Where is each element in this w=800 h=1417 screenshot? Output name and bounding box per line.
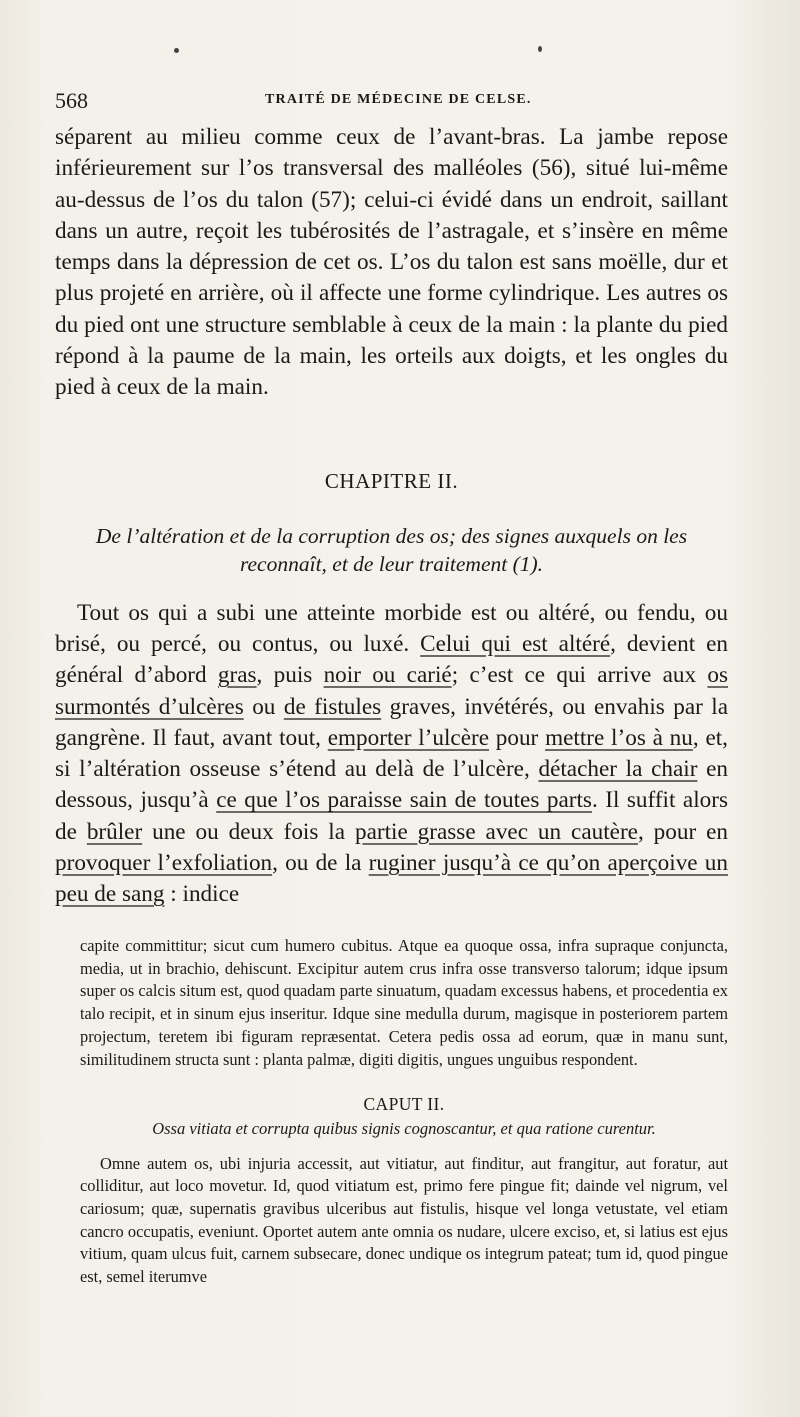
french-chapter-paragraph: [55, 598, 728, 911]
text-segment: , ou de la: [272, 850, 369, 877]
french-continuation-paragraph: séparent au milieu comme ceux de l’avant-bras. La jambe repose inférieurement sur l’os transversal des malléoles (56), situé lui-même au-dessus de l’os du talon (57); celui-ci évidé dans un endroit, saillant dans un autre, reçoit les tubérosités de l’astragale, et s’insère en même temps dans la dépression de cet os. L’os du talon est sans moëlle, dur et plus projeté en arrière, où il affecte une forme cylindrique. Les autres os du pied ont une structure semblable à ceux de la main : la plante du pied répond à la paume de la main, les orteils aux doigts, et les ongles du pied à ceux de la main.: [55, 124, 728, 401]
caput-heading: CAPUT II.: [363, 1094, 445, 1115]
text-segment: , devient en général d’abord: [55, 630, 728, 689]
pencil-underlined-phrase: ce que l’os paraisse sain de toutes parts: [216, 787, 592, 814]
text-segment: pour: [489, 724, 546, 751]
chapter-subtitle: De l’altération et de la corruption des os; des signes auxquels on les reconnaît, et de leur traitement (1).: [95, 523, 688, 576]
chapter-heading: CHAPITRE II.: [324, 468, 459, 493]
page-header: [55, 88, 735, 118]
caput-subtitle: Ossa vitiata et corrupta quibus signis cognoscantur, et qua ratione curentur.: [152, 1118, 656, 1138]
pencil-underlined-phrase: noir ou carié: [323, 662, 452, 689]
text-segment: une ou deux fois la: [142, 818, 355, 845]
pencil-underlined-phrase: ruginer jusqu’à ce qu’on aperçoive un peu de sang: [55, 850, 728, 908]
text-segment: : indice: [164, 881, 240, 908]
pencil-underlined-phrase: os surmontés d’ulcères: [55, 662, 729, 720]
ink-speck-mark: [174, 48, 179, 53]
latin-caput-paragraph: Omne autem os, ubi injuria accessit, aut vitiatur, aut finditur, aut frangitur, aut foratur, aut colliditur, aut loco movetur. Id, quod vitiatum est, primo fere pingue fit; dainde vel nigrum, vel cariosum; quæ, supernatis gravibus ulceribus aut fistulis, hisque vel longa vetustate, vel etiam cancro occupatis, eveniunt. Oportet autem ante omnia os nudare, ulcere exciso, et, si latius est ejus vitium, quam ulcus fuit, carnem subsecare, donec undique os integrum pateat; tum id, quod pingue est, semel iterumve: [80, 1153, 728, 1287]
text-segment: , et, si l’altération osseuse s’étend au delà de l’ulcère,: [55, 724, 728, 783]
pencil-underlined-phrase: détacher la chair: [538, 756, 698, 783]
pencil-underlined-phrase: gras: [217, 662, 257, 689]
french-text: [55, 122, 728, 911]
latin-text: [80, 935, 728, 1289]
text-segment: , puis: [256, 662, 324, 689]
text-segment: . Il suffit alors de: [55, 787, 728, 845]
ink-speck-mark: [538, 46, 542, 52]
text-segment: en dessous, jusqu’à: [55, 756, 729, 814]
text-segment: , pour en: [637, 818, 728, 845]
text-segment: Tout os qui a subi une atteinte morbide est ou altéré, ou fendu, ou brisé, ou percé, ou contus, ou luxé.: [55, 599, 728, 657]
pencil-underlined-phrase: mettre l’os à nu: [545, 724, 693, 751]
pencil-underlined-phrase: emporter l’ulcère: [327, 724, 489, 751]
text-segment: graves, invétérés, ou envahis par la gangrène. Il faut, avant tout,: [55, 693, 729, 751]
pencil-underlined-phrase: Celui qui est altéré: [420, 630, 611, 657]
running-title: TRAITÉ DE MÉDECINE DE CELSE.: [265, 92, 532, 107]
text-segment: ; c’est ce qui arrive aux: [451, 662, 708, 689]
pencil-underlined-phrase: brûler: [86, 818, 143, 845]
latin-continuation-paragraph: capite committitur; sicut cum humero cubitus. Atque ea quoque ossa, infra supraque conjuncta, media, ut in brachio, dehiscunt. Excipitur autem crus infra osse transverso talorum; idque ipsum super os calcis situm est, quod quadam parte sinuatum, quadam excessus habens, et procedentia ex talo recipit, et in sinum ejus inseritur. Idque sine medulla durum, magisque in posteriorem partem projectum, teretem ibi figuram repræsentat. Cetera pedis ossa ad eorum, quæ in manu sunt, similitudinem structa sunt : planta palmæ, digiti digitis, ungues unguibus respondent.: [80, 936, 728, 1069]
pencil-underlined-phrase: partie grasse avec un cautère: [354, 818, 638, 845]
pencil-underlined-phrase: provoquer l’exfoliation: [55, 850, 273, 877]
pencil-underlined-phrase: de fistules: [283, 693, 382, 720]
page-number: 568: [55, 88, 88, 113]
text-segment: ou: [243, 693, 284, 720]
